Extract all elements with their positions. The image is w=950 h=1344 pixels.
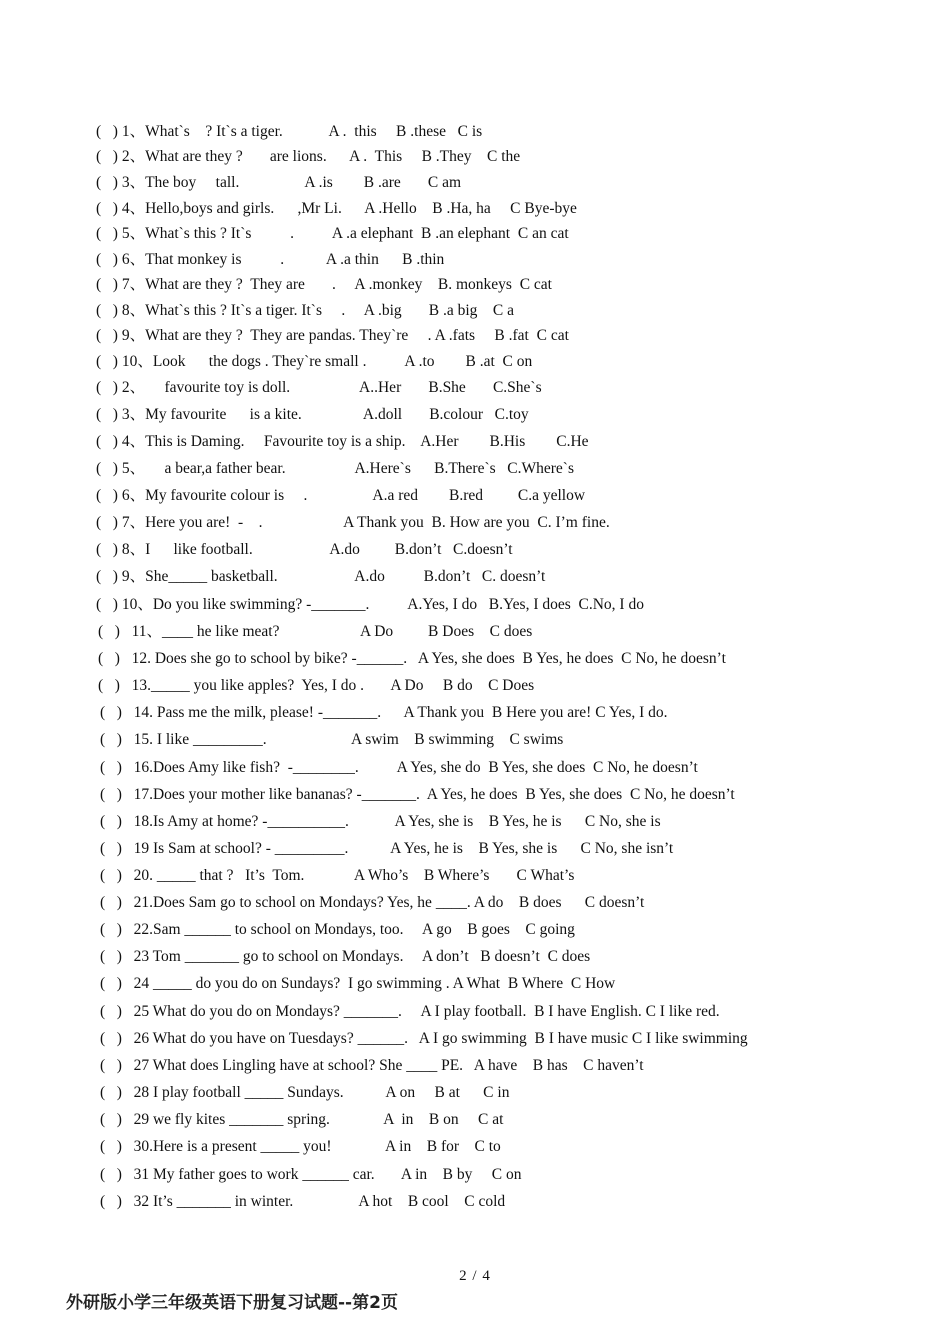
question-line: ( ) 13._____ you like apples? Yes, I do . A Do B do C Does <box>98 677 535 694</box>
question-line: ( ) 26 What do you have on Tuesdays? ______. A I go swimming B I have music C I like swimming <box>100 1030 748 1047</box>
question-line: ( ) 4、Hello,boys and girls. ,Mr Li. A .Hello B .Ha, ha C Bye-bye <box>96 200 577 217</box>
question-line: ( ) 23 Tom _______ go to school on Mondays. A don’t B doesn’t C does <box>100 948 591 965</box>
question-line: ( ) 9、She_____ basketball. A.do B.don’t C. doesn’t <box>96 568 546 585</box>
question-line: ( ) 8、I like football. A.do B.don’t C.doesn’t <box>96 541 513 558</box>
question-line: ( ) 7、Here you are! - . A Thank you B. How are you C. I’m fine. <box>96 514 610 531</box>
question-line: ( ) 28 I play football _____ Sundays. A on B at C in <box>100 1084 510 1101</box>
question-line: ( ) 6、That monkey is . A .a thin B .thin <box>96 251 445 268</box>
question-line: ( ) 24 _____ do you do on Sundays? I go swimming . A What B Where C How <box>100 975 616 992</box>
question-line: ( ) 10、Look the dogs . They`re small . A .to B .at C on <box>96 353 533 370</box>
question-line: ( ) 2、 favourite toy is doll. A..Her B.She C.She`s <box>96 379 542 396</box>
question-line: ( ) 14. Pass me the milk, please! -_______. A Thank you B Here you are! C Yes, I do. <box>100 704 668 721</box>
question-line: ( ) 22.Sam ______ to school on Mondays, too. A go B goes C going <box>100 921 575 938</box>
question-line: ( ) 17.Does your mother like bananas? -_______. A Yes, he does B Yes, she does C No, he doesn’t <box>100 786 735 803</box>
question-line: ( ) 30.Here is a present _____ you! A in B for C to <box>100 1138 501 1155</box>
page-number: 2 / 4 <box>459 1268 491 1284</box>
question-line: ( ) 3、My favourite is a kite. A.doll B.colour C.toy <box>96 406 529 423</box>
question-line: ( ) 5、 a bear,a father bear. A.Here`s B.There`s C.Where`s <box>96 460 574 477</box>
question-line: ( ) 4、This is Daming. Favourite toy is a ship. A.Her B.His C.He <box>96 433 589 450</box>
question-line: ( ) 8、What`s this ? It`s a tiger. It`s . A .big B .a big C a <box>96 302 515 319</box>
question-line: ( ) 32 It’s _______ in winter. A hot B cool C cold <box>100 1193 506 1210</box>
question-line: ( ) 29 we fly kites _______ spring. A in B on C at <box>100 1111 504 1128</box>
question-line: ( ) 7、What are they ? They are . A .monkey B. monkeys C cat <box>96 276 552 293</box>
question-line: ( ) 15. I like _________. A swim B swimming C swims <box>100 731 564 748</box>
question-line: ( ) 10、Do you like swimming? -_______. A.Yes, I do B.Yes, I does C.No, I do <box>96 596 644 613</box>
question-line: ( ) 19 Is Sam at school? - _________. A Yes, he is B Yes, she is C No, she isn’t <box>100 840 674 857</box>
question-line: ( ) 11、____ he like meat? A Do B Does C does <box>98 623 533 640</box>
question-line: ( ) 21.Does Sam go to school on Mondays? Yes, he ____. A do B does C doesn’t <box>100 894 645 911</box>
question-line: ( ) 25 What do you do on Mondays? _______. A I play football. B I have English. C I like red. <box>100 1003 720 1020</box>
question-line: ( ) 9、What are they ? They are pandas. They`re . A .fats B .fat C cat <box>96 327 569 344</box>
question-line: ( ) 1、What`s ? It`s a tiger. A . this B .these C is <box>96 123 483 140</box>
question-line: ( ) 27 What does Lingling have at school? She ____ PE. A have B has C haven’t <box>100 1057 644 1074</box>
question-line: ( ) 3、The boy tall. A .is B .are C am <box>96 174 462 191</box>
question-line: ( ) 18.Is Amy at home? -__________. A Yes, she is B Yes, he is C No, she is <box>100 813 661 830</box>
question-line: ( ) 31 My father goes to work ______ car. A in B by C on <box>100 1166 522 1183</box>
question-line: ( ) 6、My favourite colour is . A.a red B.red C.a yellow <box>96 487 586 504</box>
page-footer: 外研版小学三年级英语下册复习试题--第2页 <box>66 1293 398 1313</box>
question-line: ( ) 20. _____ that ? It’s Tom. A Who’s B Where’s C What’s <box>100 867 575 884</box>
question-line: ( ) 5、What`s this ? It`s . A .a elephant B .an elephant C an cat <box>96 225 569 242</box>
question-line: ( ) 2、What are they ? are lions. A . This B .They C the <box>96 148 521 165</box>
question-line: ( ) 16.Does Amy like fish? -________. A Yes, she do B Yes, she does C No, he doesn’t <box>100 759 698 776</box>
question-line: ( ) 12. Does she go to school by bike? -______. A Yes, she does B Yes, he does C No, he doesn’t <box>98 650 726 667</box>
